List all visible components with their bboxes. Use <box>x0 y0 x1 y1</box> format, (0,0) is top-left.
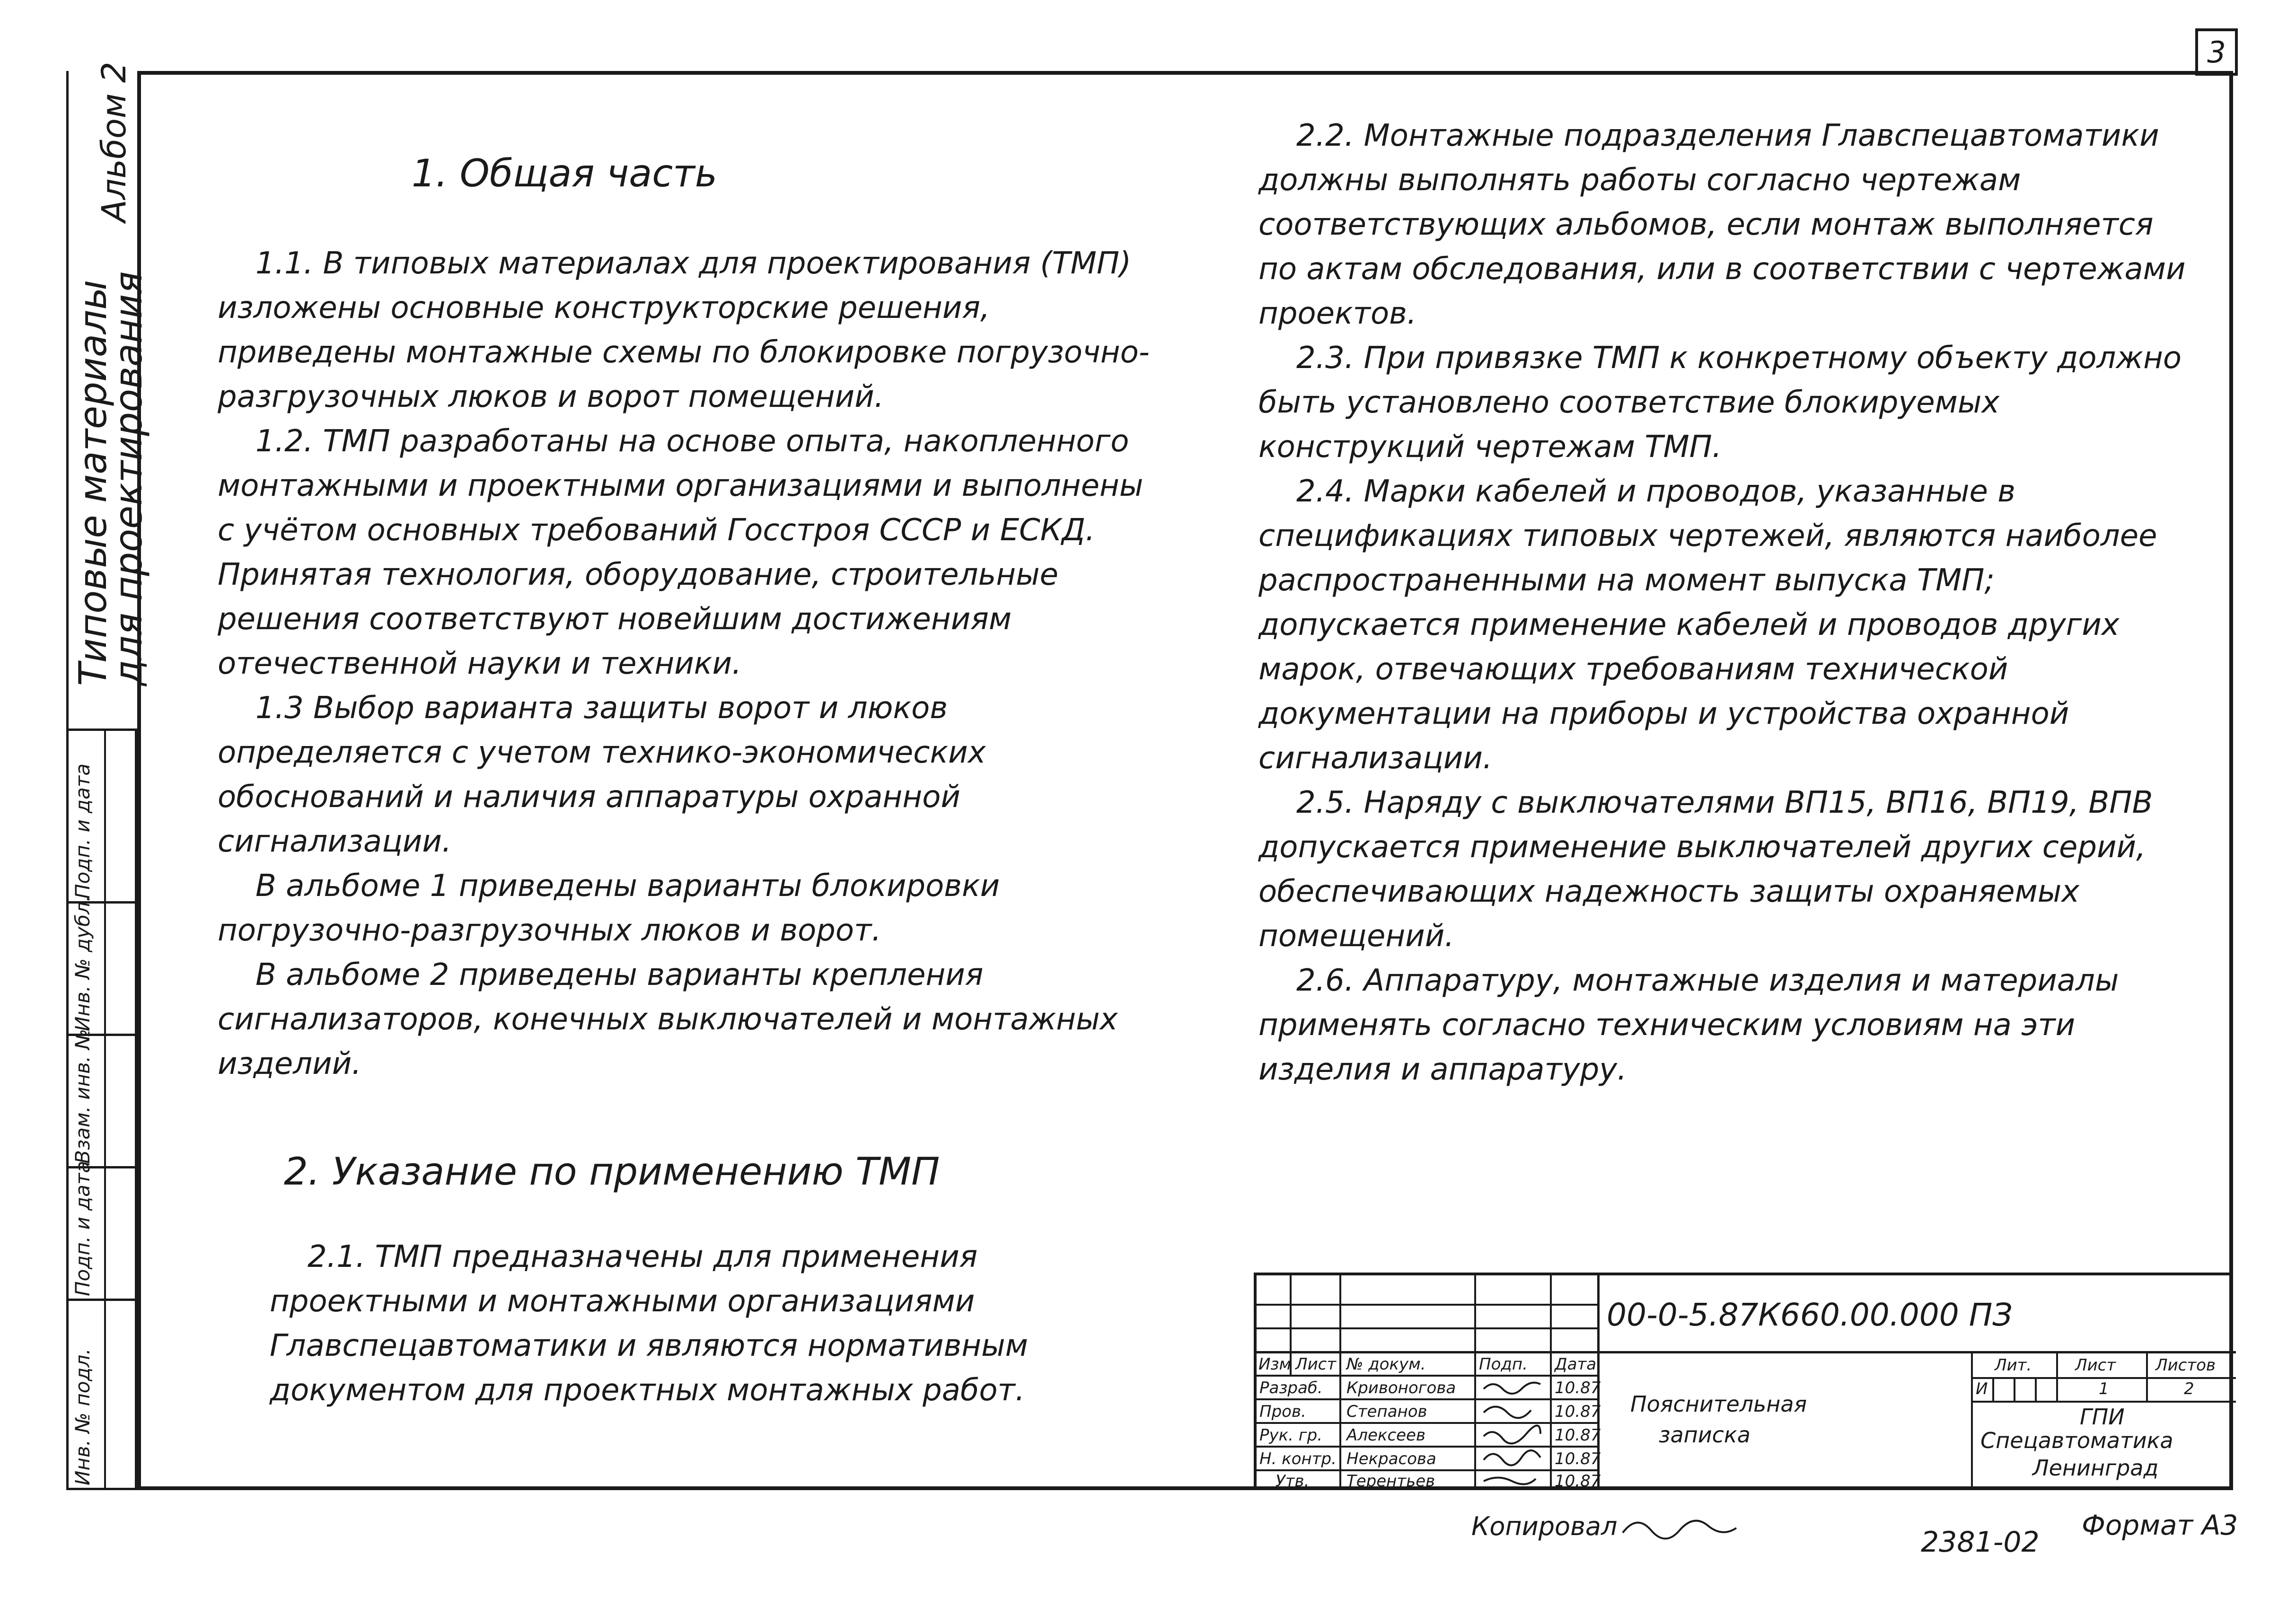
doc-code: 00-0-5.87 <box>1607 1297 1759 1333</box>
sheet-value: 1 <box>2099 1379 2109 1398</box>
org-line1: ГПИ <box>2080 1404 2125 1430</box>
role-group-head: Рук. гр. <box>1259 1426 1323 1445</box>
paragraph-2-3: 2.3. При привязке ТМП к конкретному объекту должно быть установлено соответствие блокируемых конструкций чертежам ТМП. <box>1258 341 2182 465</box>
date-group-head: 10.87 <box>1555 1426 1601 1445</box>
header-change: Изм <box>1258 1355 1292 1374</box>
doc-title-line1: Пояснительная <box>1630 1391 1807 1417</box>
paragraph-2-4: 2.4. Марки кабелей и проводов, указанные в спецификациях типовых чертежей, являются наиболее распространенными на момент выпуска ТМП; допускается применение кабелей и проводов других марок, отвечающих требованиям технической документации на приборы и устройства охранной сигнализации. <box>1258 474 2157 776</box>
paragraph-album-2: В альбоме 2 приведены варианты крепления сигнализаторов, конечных выключателей и монтажных изделий. <box>218 957 1118 1081</box>
date-checker: 10.87 <box>1555 1402 1601 1421</box>
section2-heading: 2. Указание по применению ТМП <box>284 1150 940 1194</box>
role-approved: Утв. <box>1276 1472 1310 1491</box>
name-checker: Степанов <box>1346 1402 1427 1421</box>
paragraph-2-6: 2.6. Аппаратуру, монтажные изделия и материалы применять согласно техническим условиям на эти изделия и аппаратуру. <box>1258 963 2119 1087</box>
role-norm-control: Н. контр. <box>1259 1449 1337 1468</box>
paragraph-2-5: 2.5. Наряду с выключателями ВП15, ВП16, ВП19, ВПВ допускается применение выключателей других серий, обеспечивающих надежность защиты охраняемых помещений. <box>1258 785 2153 954</box>
copied-by-label: Копировал <box>1471 1511 1618 1541</box>
stamp-sign-date-bottom: Подп. и дата <box>71 1160 94 1296</box>
signature-scribbles <box>1479 1375 1550 1493</box>
stamp-orig-inv: Инв. № подл. <box>71 1348 94 1485</box>
header-doc-no: № докум. <box>1346 1355 1426 1374</box>
paragraph-1-2: 1.2. ТМП разработаны на основе опыта, накопленного монтажными и проектными организациями и выполнены с учётом основных требований Госстроя СССР и ЕСКД. Принятая технология, оборудование, строительные решения соответствуют новейшим достижениям отечественной науки и техники. <box>218 424 1144 681</box>
stamp-replace-inv: Взам. инв. № <box>71 1028 94 1164</box>
lit-value: И <box>1976 1379 1988 1398</box>
date-approved: 10.87 <box>1555 1472 1601 1491</box>
doc-title-line2: записка <box>1659 1422 1751 1448</box>
page-number: 3 <box>2207 35 2226 70</box>
inventory-number: 2381-02 <box>1921 1526 2040 1559</box>
binding-title-line2: для проектирования <box>106 271 150 686</box>
org-line2: Спецавтоматика <box>1980 1428 2173 1453</box>
page-number-box <box>2195 28 2238 76</box>
stamp-sign-date-top: Подп. и дата <box>71 763 94 899</box>
section2-right-column <box>1258 114 2195 1092</box>
org-line3: Ленинград <box>2032 1455 2159 1481</box>
date-norm-control: 10.87 <box>1555 1449 1601 1468</box>
section1-body <box>218 241 1164 1086</box>
sheets-label: Листов <box>2155 1356 2216 1375</box>
header-sheet: Лист <box>1295 1355 1337 1374</box>
name-approved: Терентьев <box>1346 1472 1435 1491</box>
name-developer: Кривоногова <box>1346 1378 1456 1397</box>
paragraph-2-1: 2.1. ТМП предназначены для применения проектными и монтажными организациями Главспецавтоматики и являются нормативным документом для проектных монтажных работ. <box>270 1239 1028 1408</box>
lit-label: Лит. <box>1995 1356 2032 1375</box>
sheets-value: 2 <box>2184 1379 2194 1398</box>
paragraph-1-1: 1.1. В типовых материалах для проектирования (ТМП) изложены основные конструкторские решения, приведены монтажные схемы по блокировке погрузочно-разгрузочных люков и ворот помещений. <box>218 246 1150 414</box>
paragraph-1-3: 1.3 Выбор варианта защиты ворот и люков определяется с учетом технико-экономических обоснований и наличия аппаратуры охранной сигнализации. <box>218 691 986 859</box>
stamp-dup-inv: Инв. № дубл. <box>71 895 94 1031</box>
sheet-label: Лист <box>2075 1356 2116 1375</box>
paragraph-album-1: В альбоме 1 приведены варианты блокировки погрузочно-разгрузочных люков и ворот. <box>218 869 1000 948</box>
copier-signature <box>1618 1509 1760 1547</box>
section2-1-body <box>270 1235 1169 1413</box>
album-label: Альбом 2 <box>95 61 133 222</box>
doc-number: К660.00.000 ПЗ <box>1758 1297 2013 1333</box>
date-developer: 10.87 <box>1555 1378 1601 1397</box>
title-block <box>1254 1273 2233 1490</box>
format-label: Формат А3 <box>2082 1509 2238 1541</box>
role-developer: Разраб. <box>1259 1378 1323 1397</box>
role-checker: Пров. <box>1259 1402 1306 1421</box>
header-date: Дата <box>1555 1355 1597 1374</box>
paragraph-2-2: 2.2. Монтажные подразделения Главспецавтоматики должны выполнять работы согласно чертежам соответствующих альбомов, если монтаж выполняется по актам обследования, или в соответствии с чертежами проектов. <box>1258 118 2186 331</box>
name-norm-control: Некрасова <box>1346 1449 1436 1468</box>
binding-title-line1: Типовые материалы <box>71 280 115 686</box>
section1-heading: 1. Общая часть <box>412 151 718 195</box>
name-group-head: Алексеев <box>1346 1426 1426 1445</box>
header-sign: Подп. <box>1479 1355 1528 1374</box>
